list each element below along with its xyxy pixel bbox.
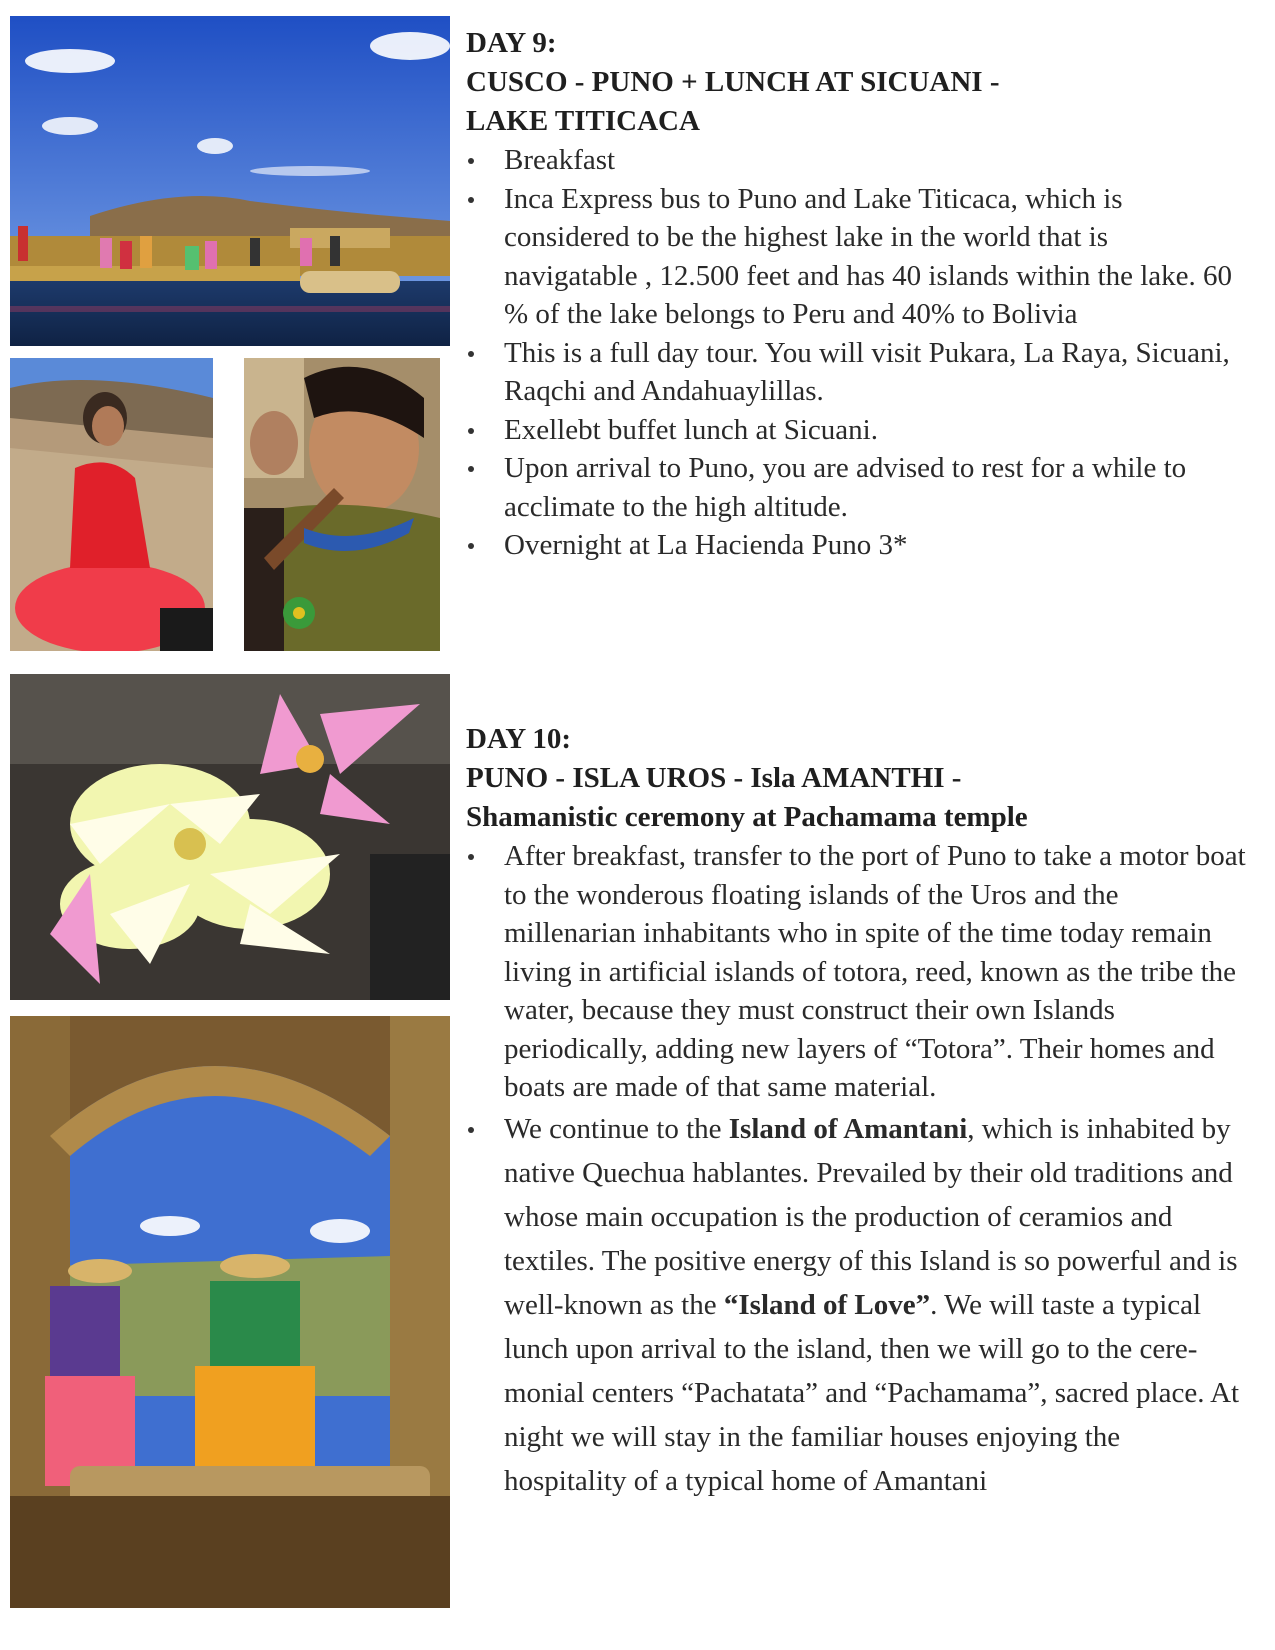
island-of-amantani-label: Island of Amantani [728,1112,968,1145]
day9-item: Overnight at La Hacienda Puno 3* [466,526,1246,565]
day10-heading-line2: PUNO - ISLA UROS - Isla AMANTHI - [466,762,962,794]
photo-women-reed-arch [10,1016,450,1608]
photo-uros-islands [10,16,450,346]
photo-lily-flowers [10,674,450,1000]
day9-item: This is a full day tour. You will visit Pukara, La Raya, Sicuani, Raqchi and Andahuaylillas. [466,334,1246,411]
day9-heading-line2: CUSCO - PUNO + LUNCH AT SICUANI - [466,66,1000,98]
day9-heading-line1: DAY 9: [466,27,557,59]
day10-heading [466,720,1246,837]
day9-item: Inca Express bus to Puno and Lake Titicaca, which is considered to be the highest lake in the world that is navigatable , 12.500 feet and has 40 islands within the lake. 60 % of the lake belongs to Peru and 40% to Bolivia [466,180,1246,334]
day9-heading-line3: LAKE TITICACA [466,105,700,137]
island-of-love-label: “Island of Love” [723,1288,931,1321]
day10-section [466,720,1246,1503]
day9-item: Breakfast [466,141,1246,180]
day9-heading [466,24,1246,141]
day10-item-amantani-text: . We will taste a typical lunch upon arrival to the island, then we will go to the ceremonial centers “Pachatata” and “Pachamama”, sacred place. At night we will stay in the familiar houses enjoying the hospitality of a typical home of Amantani [504,1288,1240,1497]
day10-item-uros: After breakfast, transfer to the port of Puno to take a motor boat to the wonderous floating islands of the Uros and the millenarian inhabitants who in spite of the time today remain living in artificial islands of totora, reed, known as the tribe the water, because they must construct their own Islands periodically, adding new layers of “Totora”. Their homes and boats are made of that same material. [466,837,1246,1107]
day9-item: Upon arrival to Puno, you are advised to rest for a while to acclimate to the high altitude. [466,449,1246,526]
day10-item-amantani-text: , which is inhabited by native Quechua hablantes. Prevailed by their old traditions and whose main occupation is the production of ceramios and textiles. The positive energy of this Island is so powerful and is well-known as the [504,1112,1238,1321]
day9-item-list [466,141,1246,565]
day10-item-amantani-text: We continue to the [504,1112,729,1145]
day10-item-list [466,837,1246,1503]
day10-heading-line3: Shamanistic ceremony at Pachamama temple [466,801,1028,833]
day9-section [466,24,1246,565]
day9-item: Exellebt buffet lunch at Sicuani. [466,411,1246,450]
day10-item-amantani [466,1107,1246,1503]
photo-girl-red-dress [10,358,213,651]
day10-heading-line1: DAY 10: [466,723,571,755]
photo-man-playing-flute [244,358,440,651]
